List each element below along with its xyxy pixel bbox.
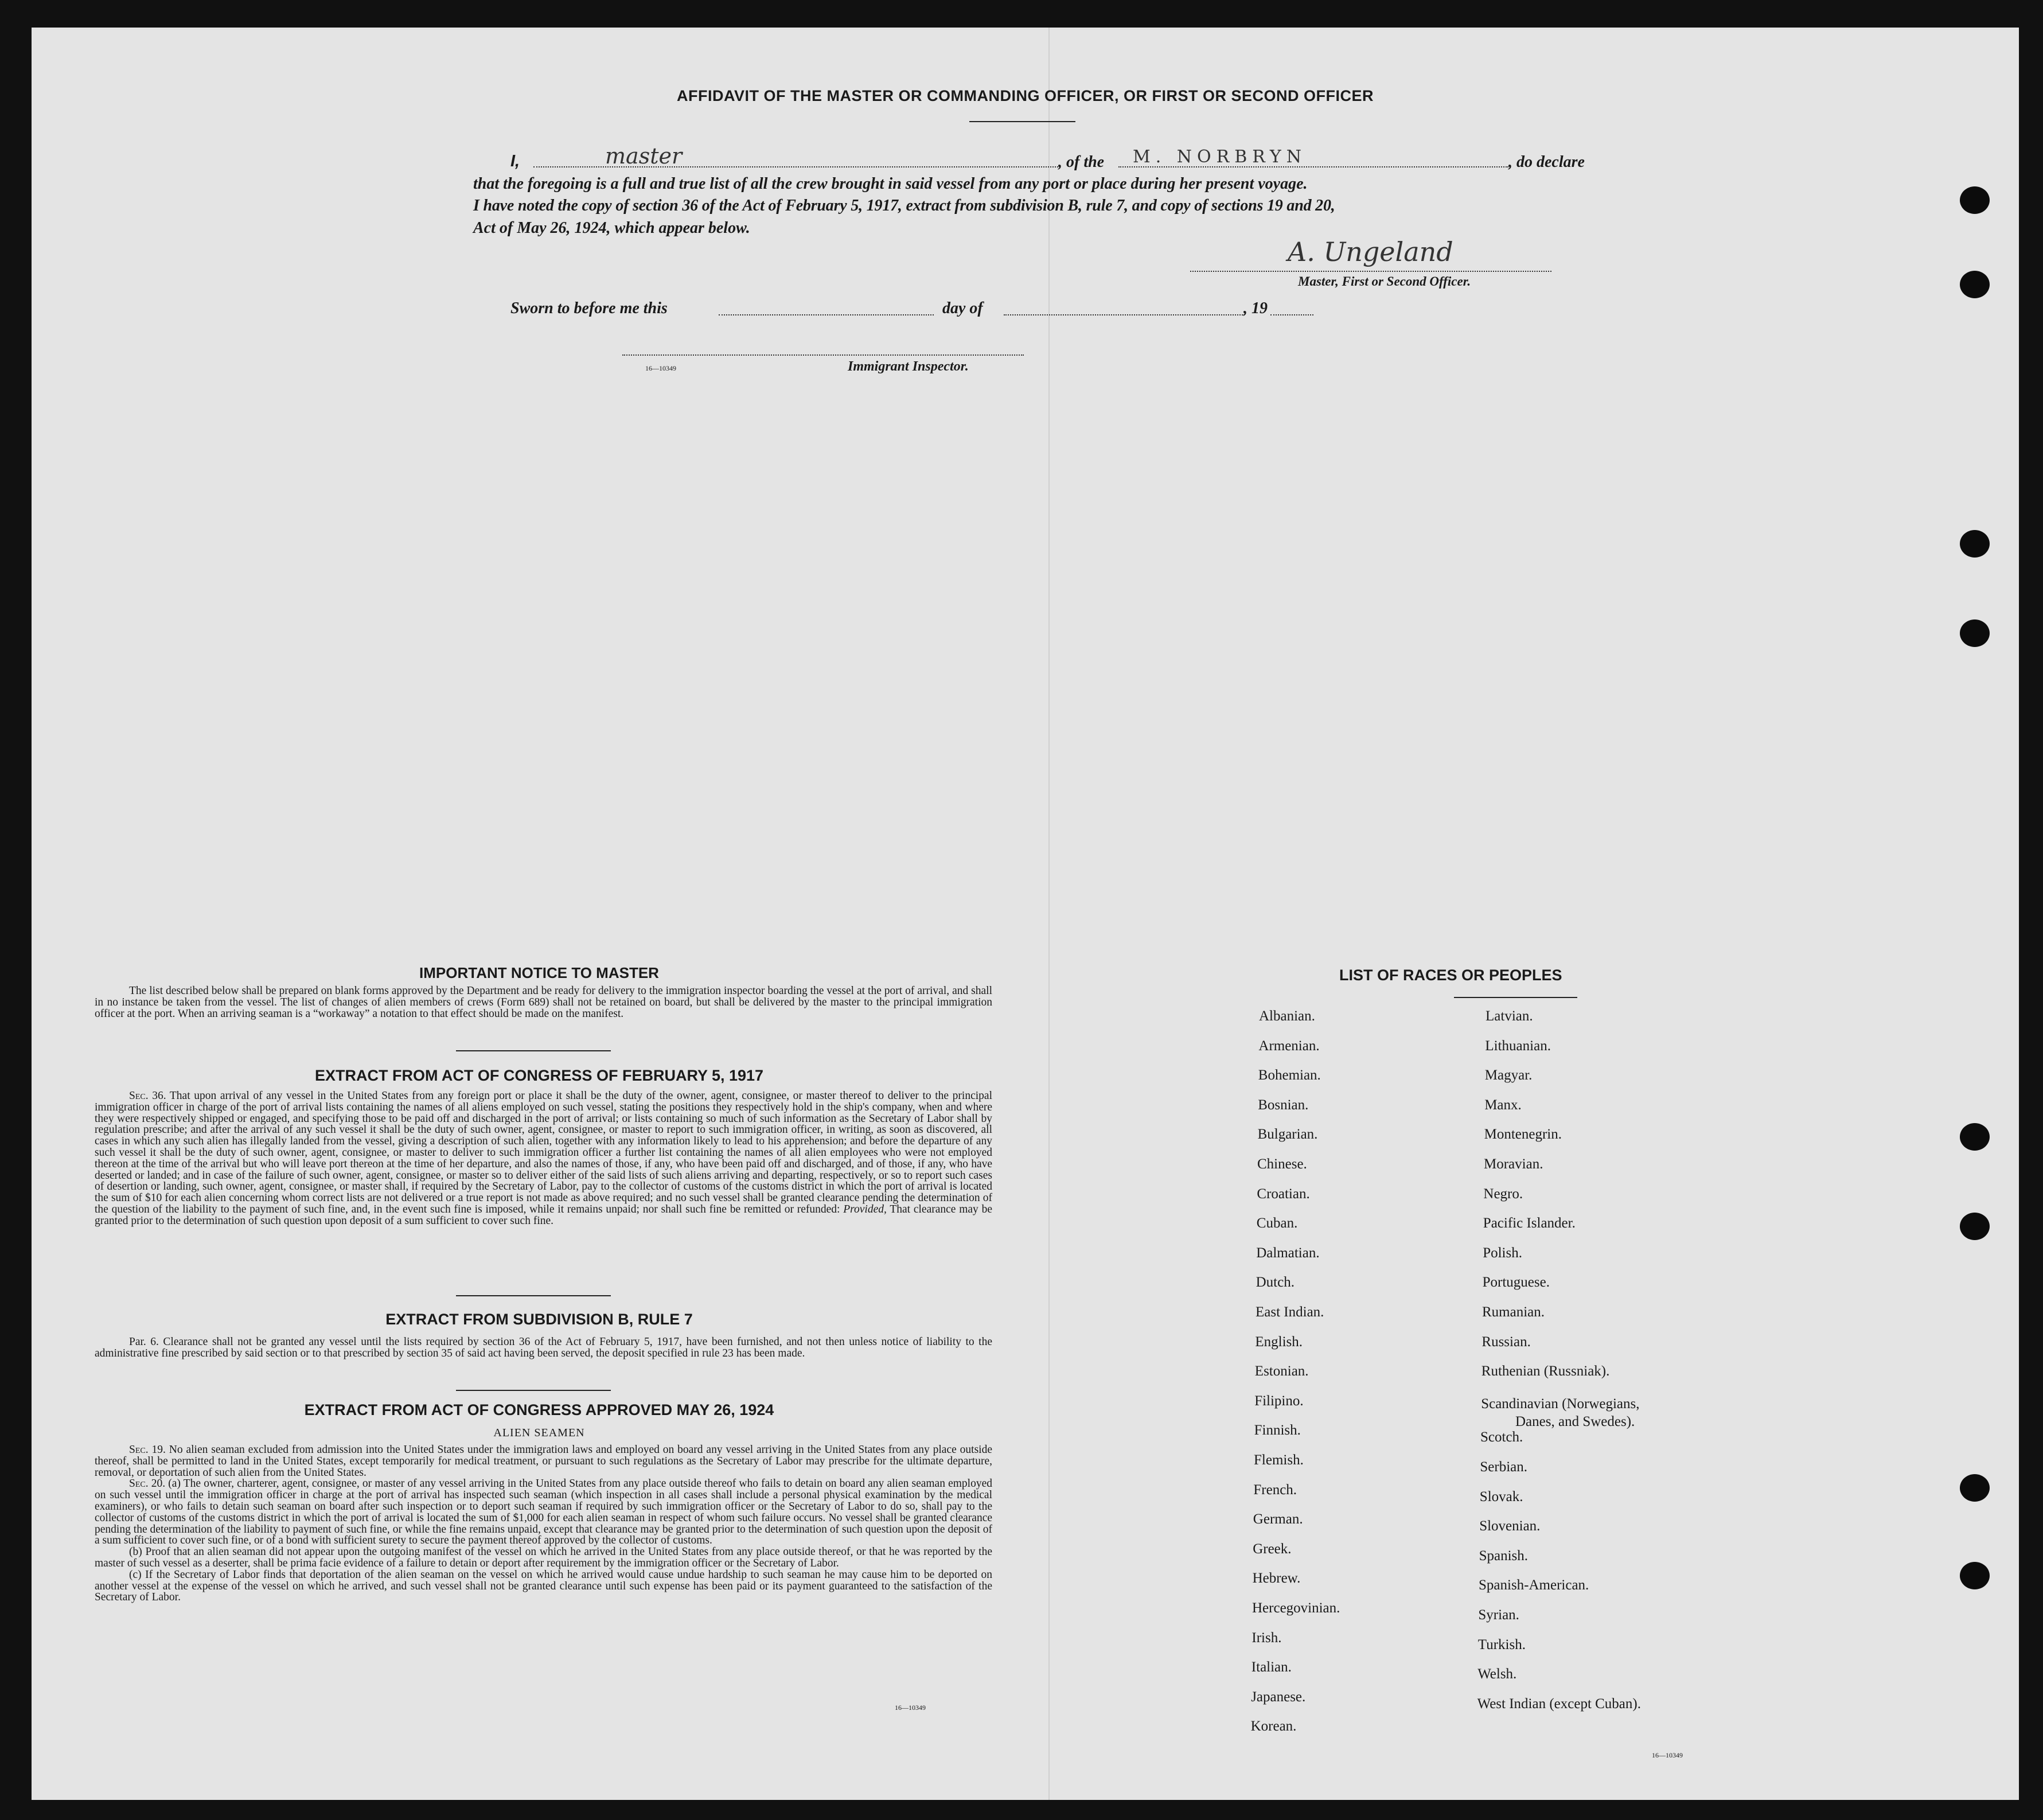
punch-hole [1960, 1213, 1990, 1240]
race-item: Filipino. [1254, 1393, 1304, 1409]
race-item: Chinese. [1257, 1156, 1307, 1172]
section-rule [456, 1390, 611, 1391]
inspector-caption: Immigrant Inspector. [848, 359, 969, 374]
affidavit-line-3: I have noted the copy of section 36 of the Act of February 5, 1917, extract from subdivision B, rule 7, and copy of sections 19 and 20, [473, 197, 1335, 215]
affidavit-title: AFFIDAVIT OF THE MASTER OR COMMANDING OFFICER, OR FIRST OR SECOND OFFICER [677, 87, 1374, 104]
race-item: Japanese. [1251, 1689, 1306, 1705]
punch-hole [1960, 186, 1990, 214]
races-title: LIST OF RACES OR PEOPLES [1339, 966, 1562, 984]
race-item: Bulgarian. [1257, 1127, 1318, 1143]
handwritten-vessel: M. NORBRYN [1133, 147, 1307, 167]
alien-seamen-subtitle: ALIEN SEAMEN [493, 1427, 585, 1439]
extract-1924-body: Sec. 19. No alien seaman excluded from admission into the United States under the immigration laws and employed on board any vessel arriving in the United States from any place outside thereof, shall be permitted to land in the United States, except temporarily for medical treatment, or pursuant to such regulations as the Secretary of Labor may prescribe for the ultimate departure, removal, or deportation of such alien from the United States. Sec. 20. (a) The owner, charterer, agent, consignee, or master of any vessel arriving in the United States from any place outside thereof who fails to detain on board any alien seaman employed on such vessel until the immigration officer in charge at the port of arrival has inspected such seaman (which inspection in all cases shall include a personal physical examination by the medical examiners), or who fails to detain such seaman on board after such inspection or to deport such seaman if required by such immigration officer or the Secretary of Labor to do so, shall pay to the collector of customs of the customs district in which the port of arrival is located the sum of $1,000 for each alien seaman in respect of whom such failure occurs. No vessel shall be granted clearance pending the determination of the liability to payment of such fine, or while the fine remains unpaid, except that clearance may be granted prior to the determination of such question upon the deposit of a sum sufficient to cover such fine, or of a bond with sufficient surety to secure the payment thereof approved by the collector of customs. (b) Proof that an alien seaman did not appear upon the outgoing manifest of the vessel on which he arrived in the United States from any place outside thereof, or that he was reported by the master of such vessel as a deserter, shall be prima facie evidence of a failure to detain or deport after requirement by the immigration officer or the Secretary of Labor. (c) If the Secretary of Labor finds that deportation of the alien seaman on the vessel on which he arrived would cause undue hardship to such seaman he may cause him to be deported on another vessel at the expense of the vessel on which he arrived, and such vessel shall not be granted clearance until such expense has been paid or its payment guaranteed to the satisfaction of the Secretary of Labor. [95, 1444, 992, 1604]
race-item: Korean. [1250, 1718, 1297, 1735]
race-item: Rumanian. [1482, 1304, 1545, 1320]
affidavit-i: I, [510, 152, 520, 170]
affidavit-line-4: Act of May 26, 1924, which appear below. [473, 219, 750, 237]
race-item: Ruthenian (Russniak). [1481, 1363, 1610, 1379]
race-item: Negro. [1483, 1186, 1523, 1202]
race-item: Danes, and Swedes). [1515, 1413, 1635, 1429]
notice-body: The list described below shall be prepared on blank forms approved by the Department and be ready for delivery to the immigration inspector boarding the vessel at the port of arrival, and shall in no instance be taken from the vessel. The list of changes of alien members of crews (Form 689) shall not be retained on board, but shall be delivered by the master to the principal immigration officer at the port. When an arriving seaman is a “workaway” a notation to that effect should be made on the manifest. [95, 985, 992, 1020]
punch-hole [1960, 619, 1990, 647]
subdivision-b-body: Par. 6. Clearance shall not be granted any vessel until the lists required by section 36 of the Act of February 5, 1917, have been furnished, and not then unless notice of liability to the administrative fine prescribed by said section or to that prescribed by section 35 of said act having been served, the deposit specified in rule 23 has been made. [95, 1336, 992, 1359]
punch-hole [1960, 271, 1990, 298]
punch-hole [1960, 530, 1990, 558]
race-item: Cuban. [1256, 1215, 1298, 1231]
sworn-label: Sworn to before me this [510, 299, 668, 317]
center-fold [1048, 28, 1050, 1800]
extract-1924-title: EXTRACT FROM ACT OF CONGRESS APPROVED MAY 26, 1924 [304, 1401, 774, 1418]
signature-caption: Master, First or Second Officer. [1298, 274, 1471, 289]
race-item: Albanian. [1259, 1008, 1315, 1024]
race-item: Bosnian. [1258, 1097, 1309, 1113]
race-item: French. [1253, 1482, 1297, 1498]
day-of-label: day of [942, 299, 983, 317]
handwritten-role: master [605, 143, 683, 169]
race-item: Dalmatian. [1256, 1245, 1320, 1261]
race-item: Magyar. [1484, 1067, 1533, 1084]
notice-title: IMPORTANT NOTICE TO MASTER [419, 964, 659, 981]
extract-1917-title: EXTRACT FROM ACT OF CONGRESS OF FEBRUARY 5, 1917 [314, 1067, 764, 1084]
affidavit-line-2: that the foregoing is a full and true list of all the crew brought in said vessel from any port or place during her present voyage. [473, 175, 1308, 193]
signature-line [1190, 271, 1551, 272]
race-item: Estonian. [1254, 1363, 1309, 1379]
race-item: Croatian. [1257, 1186, 1310, 1202]
race-item: Manx. [1484, 1097, 1522, 1113]
do-declare-label: , do declare [1508, 153, 1585, 171]
race-item: Montenegrin. [1484, 1127, 1562, 1143]
extract-form-number: 16—10349 [895, 1704, 926, 1712]
race-item: Lithuanian. [1485, 1038, 1551, 1054]
sec-36-label: Sec. 36. [129, 1090, 166, 1102]
race-item: Spanish-American. [1479, 1577, 1589, 1593]
race-item: English. [1255, 1334, 1303, 1350]
races-rule [1454, 997, 1577, 998]
race-item: Russian. [1481, 1334, 1531, 1350]
sworn-day-line [719, 314, 934, 315]
punch-hole [1960, 1474, 1990, 1502]
race-item: Spanish. [1479, 1548, 1529, 1564]
document-page [32, 28, 2019, 1800]
race-item: Moravian. [1484, 1156, 1543, 1172]
race-item: Scandinavian (Norwegians, [1481, 1396, 1640, 1412]
month-line [1004, 314, 1245, 315]
race-item: Bohemian. [1258, 1067, 1321, 1084]
race-item: Irish. [1251, 1630, 1282, 1646]
race-item: Welsh. [1477, 1666, 1517, 1682]
race-item: Hercegovinian. [1252, 1600, 1340, 1616]
race-item: Serbian. [1480, 1459, 1528, 1475]
title-rule [969, 121, 1075, 122]
year-line [1270, 314, 1313, 315]
race-item: German. [1253, 1511, 1303, 1527]
race-item: Scotch. [1480, 1429, 1523, 1445]
race-item: Slovak. [1479, 1488, 1523, 1505]
race-item: Dutch. [1256, 1275, 1295, 1291]
race-item: Polish. [1483, 1245, 1522, 1261]
race-item: Portuguese. [1482, 1275, 1550, 1291]
race-item: Finnish. [1254, 1423, 1301, 1439]
races-form-number: 16—10349 [1652, 1751, 1683, 1759]
punch-hole [1960, 1562, 1990, 1589]
subdivision-b-title: EXTRACT FROM SUBDIVISION B, RULE 7 [385, 1311, 693, 1328]
of-the-label: , of the [1058, 153, 1105, 171]
punch-hole [1960, 1123, 1990, 1151]
race-item: Latvian. [1486, 1008, 1533, 1024]
race-item: Italian. [1251, 1659, 1292, 1675]
race-item: Syrian. [1478, 1607, 1519, 1623]
section-rule [456, 1295, 611, 1296]
race-item: Flemish. [1254, 1452, 1304, 1468]
extract-1917-body: Sec. 36. That upon arrival of any vessel in the United States from any foreign port or place it shall be the duty of the owner, agent, consignee, or master thereof to deliver to the principal immigration officer in charge of the port of arrival lists containing the names of all aliens employed on such vessel, stating the positions they respectively hold in the ship's company, when and where they were respectively shipped or engaged, and specifying those to be paid off and discharged in the port of arrival; or lists containing so much of such information as the Secretary of Labor shall by regulation prescribe; and after the arrival of any such vessel it shall be the duty of such owner, agent, consignee, or master to report to such immigration officer, in writing, as soon as discovered, all cases in which any such alien has illegally landed from the vessel, giving a description of such alien, together with any information likely to lead to his apprehension; and before the departure of any such vessel it shall be the duty of such owner, agent, consignee, or master to deliver to such immigration officer a further list containing the names of all alien employees who were not employed thereon at the time of the arrival but who will leave port thereon at the time of her departure, and also the names of those, if any, who have been paid off and discharged, and of those, if any, who have deserted or landed; and in case of the failure of such owner, agent, consignee, or master so to deliver either of the said lists of such aliens arriving and departing, respectively, or so to report such cases of desertion or landing, such owner, agent, consignee, or master shall, if required by the Secretary of Labor, pay to the collector of customs of the customs district in which the port of arrival is located the sum of $10 for each alien concerning whom correct lists are not delivered or a true report is not made as above required; and no such vessel shall be granted clearance pending the determination of the question of the liability to the payment of such fine, and, in the event such fine is imposed, while it remains unpaid; nor shall such fine be remitted or refunded: Provided, That clearance may be granted prior to the determination of such question upon deposit of a sum sufficient to cover such fine. [95, 1090, 992, 1227]
race-item: West Indian (except Cuban). [1477, 1696, 1641, 1712]
affidavit-form-number: 16—10349 [645, 364, 676, 372]
master-signature: A. Ungeland [1288, 236, 1453, 267]
race-item: Greek. [1253, 1541, 1292, 1557]
race-item: Pacific Islander. [1483, 1215, 1576, 1231]
race-item: Armenian. [1258, 1038, 1320, 1054]
race-item: Turkish. [1477, 1636, 1526, 1653]
year-label: , 19 [1243, 299, 1268, 317]
section-rule [456, 1050, 611, 1051]
inspector-line [622, 354, 1024, 356]
race-item: Hebrew. [1252, 1570, 1301, 1587]
race-item: Slovenian. [1479, 1518, 1541, 1534]
race-item: East Indian. [1256, 1304, 1324, 1320]
